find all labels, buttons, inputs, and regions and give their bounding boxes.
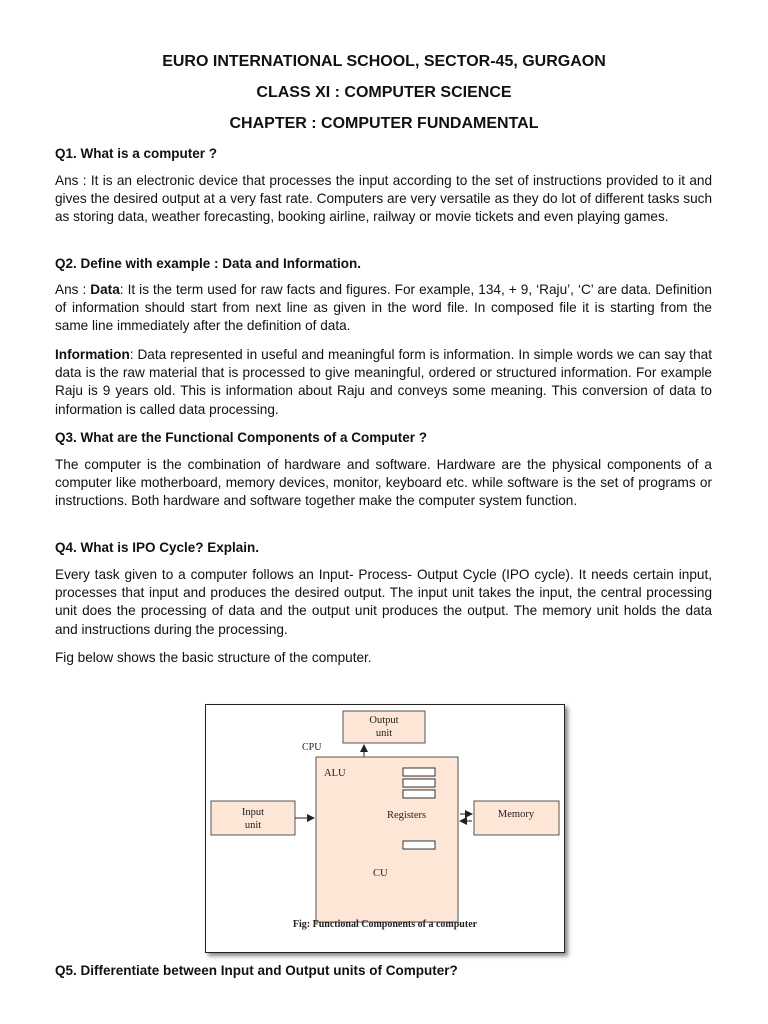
q2-heading: Q2. Define with example : Data and Information. bbox=[55, 256, 362, 271]
q1-heading: Q1. What is a computer ? bbox=[55, 146, 218, 161]
alu-label: ALU bbox=[324, 768, 346, 779]
input-unit-label-1: Input bbox=[241, 807, 265, 818]
computer-structure-diagram bbox=[206, 705, 564, 952]
memory-label: Memory bbox=[497, 809, 535, 820]
register-slot bbox=[403, 790, 435, 798]
output-unit-label-1: Output bbox=[369, 715, 399, 726]
figure-caption: Fig: Functional Components of a computer bbox=[292, 919, 478, 930]
class-title: CLASS XI : COMPUTER SCIENCE bbox=[256, 84, 512, 101]
data-term: Data bbox=[90, 282, 120, 297]
cu-label: CU bbox=[373, 868, 388, 879]
register-slot bbox=[403, 841, 435, 849]
q2-data-definition bbox=[55, 281, 712, 336]
information-text: : Data represented in useful and meaningful form is information. In simple words we can say that data is the raw material that is processed to give meaningful, ordered or structured information. For example Raju is 9 years old. This is information about Raju and conveys some meaning. This conversion of data to information is called data processing. bbox=[55, 347, 712, 417]
cpu-label: CPU bbox=[302, 742, 322, 753]
q4-heading: Q4. What is IPO Cycle? Explain. bbox=[55, 540, 260, 555]
figure-intro: Fig below shows the basic structure of the computer. bbox=[55, 650, 372, 665]
ans-prefix: Ans : bbox=[55, 282, 91, 297]
q2-information-definition bbox=[55, 346, 712, 419]
data-text: : It is the term used for raw facts and figures. For example, 134, + 9, ‘Raju’, ‘C’ are data. Definition of information should start from next line as given in the word file. In composed file it is starting from the same line immediately after the definition of data. bbox=[55, 282, 712, 334]
computer-structure-figure bbox=[205, 704, 565, 953]
q1-answer: Ans : It is an electronic device that processes the input according to the set of instructions provided to it and gives the desired output at a very fast rate. Computers are very versatile as they do lot of different tasks such as storing data, weather forecasting, booking airline, railway or movie tickets and even playing games. bbox=[55, 173, 712, 225]
q5-heading: Q5. Differentiate between Input and Output units of Computer? bbox=[55, 963, 458, 978]
q4-answer: Every task given to a computer follows an Input- Process- Output Cycle (IPO cycle). It needs certain input, processes that input and produces the desired output. The input unit takes the input, the central processing unit does the processing of data and the output unit produces the output. The memory unit holds the data and instructions during the processing. bbox=[55, 567, 712, 637]
input-unit-label-2: unit bbox=[244, 820, 262, 831]
registers-label: Registers bbox=[387, 810, 427, 821]
register-slot bbox=[403, 768, 435, 776]
q3-answer: The computer is the combination of hardware and software. Hardware are the physical components of a computer like motherboard, memory devices, monitor, keyboard etc. while software is the set of programs or instructions. Both hardware and software together make the computer system function. bbox=[55, 457, 712, 509]
information-term: Information bbox=[55, 347, 130, 362]
school-title: EURO INTERNATIONAL SCHOOL, SECTOR-45, GURGAON bbox=[162, 53, 606, 70]
output-unit-label-2: unit bbox=[375, 728, 393, 739]
q3-heading: Q3. What are the Functional Components of a Computer ? bbox=[55, 430, 428, 445]
register-slot bbox=[403, 779, 435, 787]
cpu-box bbox=[316, 757, 458, 922]
chapter-title: CHAPTER : COMPUTER FUNDAMENTAL bbox=[229, 115, 539, 132]
